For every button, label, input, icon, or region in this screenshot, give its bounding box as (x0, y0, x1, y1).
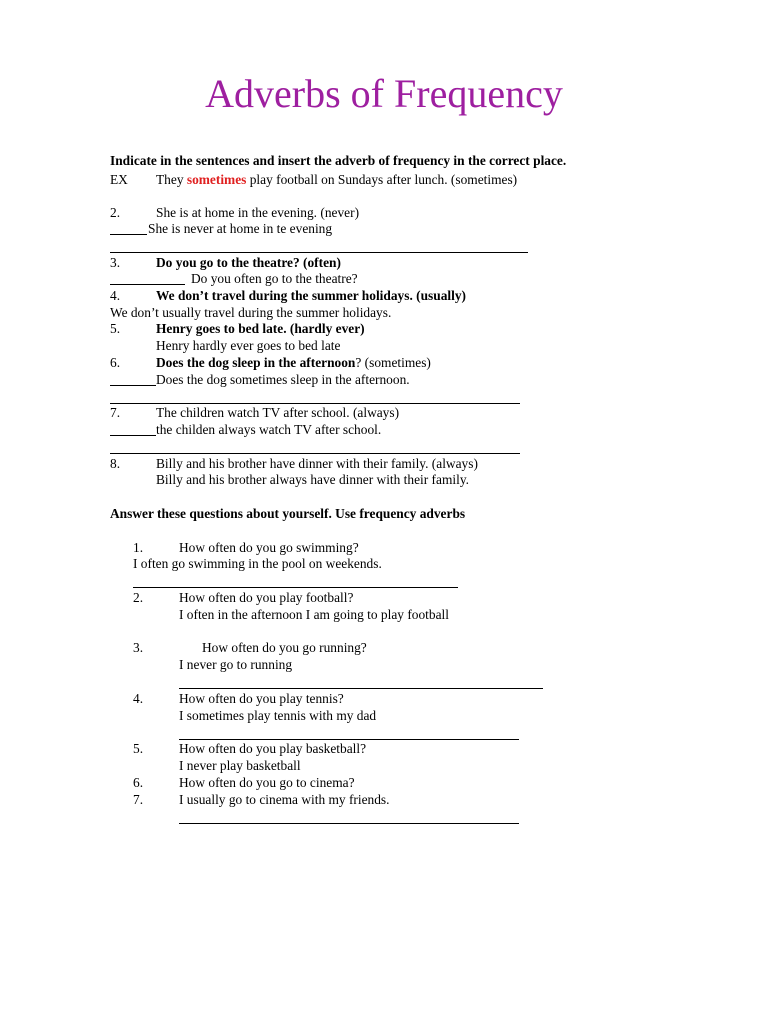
question-answer: I never go to running (179, 657, 293, 672)
question-number: 3. (133, 640, 144, 655)
item-answer: Henry hardly ever goes to bed late (156, 338, 341, 353)
item-prompt: Henry goes to bed late. (hardly ever) (156, 321, 365, 336)
question-text: How often do you play tennis? (179, 691, 344, 706)
item-prompt: The children watch TV after school. (always) (156, 405, 400, 420)
example-before: They (156, 172, 184, 187)
example-sentence (156, 172, 517, 188)
question-number: 6. (133, 775, 144, 790)
item-number: 8. (110, 456, 121, 471)
answer-line (179, 688, 543, 689)
answer-blank (110, 272, 185, 285)
section1-instruction: Indicate in the sentences and insert the adverb of frequency in the correct place. (110, 153, 567, 168)
item-number: 5. (110, 321, 121, 336)
section2-instruction: Answer these questions about yourself. Use frequency adverbs (110, 506, 466, 521)
item-prompt-bold: Does the dog sleep in the afternoon (156, 355, 356, 370)
question-text: How often do you go to cinema? (179, 775, 355, 790)
item-answer: Billy and his brother always have dinner with their family. (156, 472, 469, 487)
answer-blank (110, 423, 156, 436)
question-answer: I often in the afternoon I am going to play football (179, 607, 449, 622)
item-number: 3. (110, 255, 121, 270)
question-number: 7. (133, 792, 144, 807)
question-text: How often do you play basketball? (179, 741, 367, 756)
answer-blank (110, 222, 147, 235)
question-answer: I never play basketball (179, 758, 301, 773)
page-title: Adverbs of Frequency (205, 71, 563, 116)
answer-line (110, 252, 528, 253)
item-answer: the childen always watch TV after school. (156, 422, 382, 437)
answer-blank (110, 373, 156, 386)
answer-line (179, 823, 519, 824)
item-prompt (156, 355, 431, 371)
question-answer: I often go swimming in the pool on weekends. (133, 556, 382, 571)
example-after: play football on Sundays after lunch. (sometimes) (249, 172, 518, 187)
question-text: I usually go to cinema with my friends. (179, 792, 390, 807)
item-answer: Does the dog sometimes sleep in the afternoon. (156, 372, 410, 387)
item-number: 2. (110, 205, 121, 220)
question-number: 1. (133, 540, 144, 555)
question-answer: I sometimes play tennis with my dad (179, 708, 377, 723)
item-prompt: We don’t travel during the summer holidays. (usually) (156, 288, 466, 303)
item-answer: We don’t usually travel during the summer holidays. (110, 305, 392, 320)
question-number: 5. (133, 741, 144, 756)
item-number: 4. (110, 288, 121, 303)
question-text: How often do you play football? (179, 590, 354, 605)
question-text: How often do you go running? (202, 640, 367, 655)
item-prompt: She is at home in the evening. (never) (156, 205, 360, 220)
question-number: 4. (133, 691, 144, 706)
item-number: 7. (110, 405, 121, 420)
item-number: 6. (110, 355, 121, 370)
answer-line (110, 453, 520, 454)
item-answer: Do you often go to the theatre? (191, 271, 358, 286)
answer-line (110, 403, 520, 404)
item-prompt: Do you go to the theatre? (often) (156, 255, 341, 270)
item-prompt-rest: ? (sometimes) (355, 355, 431, 370)
example-label: EX (110, 172, 128, 187)
item-prompt: Billy and his brother have dinner with their family. (always) (156, 456, 478, 471)
answer-line (133, 587, 458, 588)
item-answer: She is never at home in te evening (148, 221, 333, 236)
answer-line (179, 739, 519, 740)
question-number: 2. (133, 590, 144, 605)
question-text: How often do you go swimming? (179, 540, 359, 555)
example-adverb: sometimes (186, 172, 247, 187)
